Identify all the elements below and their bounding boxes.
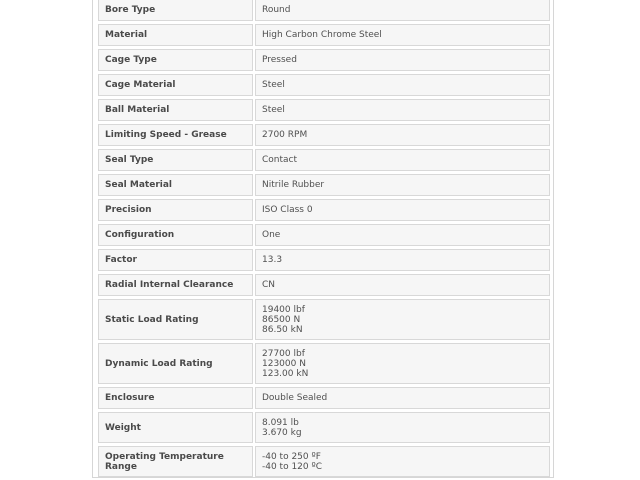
spec-label: Weight [98,412,253,443]
spec-label: Enclosure [98,387,253,409]
table-row [98,343,550,384]
spec-value: 19400 lbf 86500 N 86.50 kN [255,299,550,340]
table-row [98,124,550,146]
table-row [98,74,550,96]
spec-label: Bore Type [98,0,253,21]
table-row [98,387,550,409]
table-row [98,174,550,196]
spec-label: Dynamic Load Rating [98,343,253,384]
spec-value: 27700 lbf 123000 N 123.00 kN [255,343,550,384]
spec-label: Operating Temperature Range [98,446,253,477]
spec-label: Precision [98,199,253,221]
spec-value: One [255,224,550,246]
spec-value: 8.091 lb 3.670 kg [255,412,550,443]
table-row [98,274,550,296]
spec-value: High Carbon Chrome Steel [255,24,550,46]
table-row [98,299,550,340]
spec-label: Material [98,24,253,46]
table-row [98,224,550,246]
spec-label: Ball Material [98,99,253,121]
spec-label: Cage Material [98,74,253,96]
table-row [98,412,550,443]
spec-value: Steel [255,99,550,121]
spec-value: Steel [255,74,550,96]
table-row [98,149,550,171]
spec-label: Seal Type [98,149,253,171]
spec-value: Round [255,0,550,21]
table-row [98,249,550,271]
spec-value: CN [255,274,550,296]
spec-value: Contact [255,149,550,171]
spec-value: ISO Class 0 [255,199,550,221]
specifications-table [96,0,552,480]
spec-label: Configuration [98,224,253,246]
table-row [98,49,550,71]
table-row [98,99,550,121]
spec-value: 2700 RPM [255,124,550,146]
table-row [98,24,550,46]
spec-label: Static Load Rating [98,299,253,340]
spec-label: Factor [98,249,253,271]
table-row [98,0,550,21]
spec-value: Double Sealed [255,387,550,409]
spec-label: Cage Type [98,49,253,71]
spec-label: Seal Material [98,174,253,196]
spec-value: -40 to 250 ºF -40 to 120 ºC [255,446,550,477]
spec-label: Radial Internal Clearance [98,274,253,296]
spec-value: Pressed [255,49,550,71]
spec-value: 13.3 [255,249,550,271]
table-row [98,446,550,477]
spec-value: Nitrile Rubber [255,174,550,196]
spec-label: Limiting Speed - Grease [98,124,253,146]
table-row [98,199,550,221]
